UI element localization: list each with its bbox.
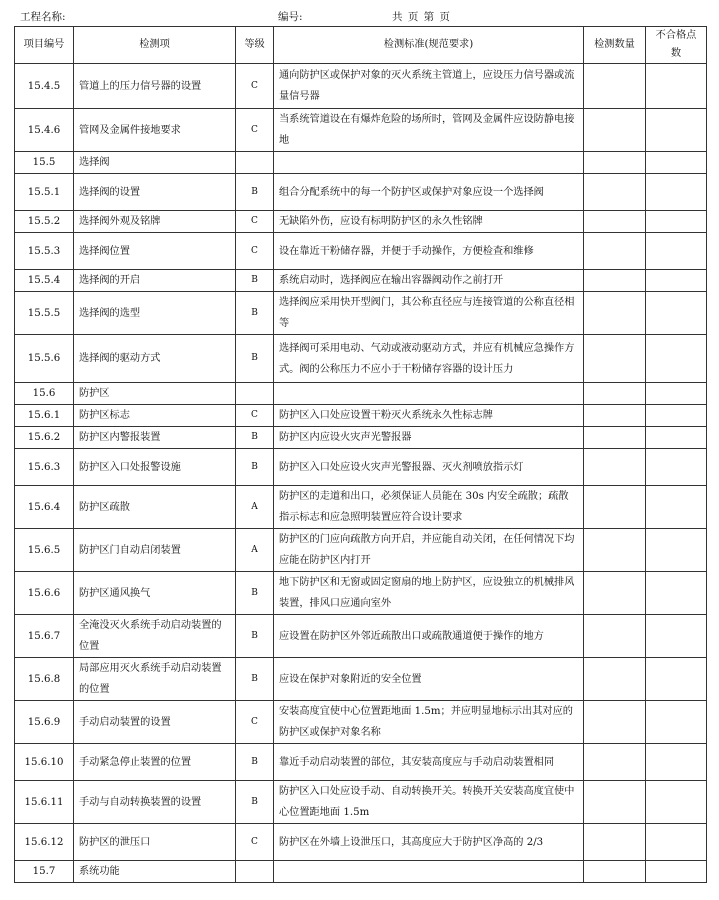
row-code-cell: 15.6.1: [15, 405, 74, 427]
column-header-standard: 检测标准(规范要求): [274, 27, 584, 64]
row-grade-cell: C: [236, 233, 274, 270]
row-fail-count-cell: [646, 270, 707, 292]
table-row: [15, 405, 707, 427]
row-grade-cell: B: [236, 449, 274, 486]
row-standard-cell: 靠近手动启动装置的部位，其安装高度应与手动启动装置相同: [274, 744, 584, 781]
table-row: [15, 152, 707, 174]
row-fail-count-cell: [646, 292, 707, 335]
table-row: [15, 615, 707, 658]
row-fail-count-cell: [646, 211, 707, 233]
row-code-cell: 15.6.3: [15, 449, 74, 486]
row-code-cell: 15.5.3: [15, 233, 74, 270]
row-item-cell: 选择阀位置: [74, 233, 236, 270]
row-quantity-cell: [584, 109, 646, 152]
table-row: [15, 292, 707, 335]
row-standard-cell: 防护区入口处应设手动、自动转换开关。转换开关安装高度宜使中心位置距地面 1.5m: [274, 781, 584, 824]
row-grade-cell: B: [236, 658, 274, 701]
form-header: [0, 0, 719, 26]
row-item-cell: 选择阀外观及铭牌: [74, 211, 236, 233]
table-header-row: [15, 27, 707, 64]
row-quantity-cell: [584, 174, 646, 211]
row-grade-cell: C: [236, 211, 274, 233]
row-code-cell: 15.6.2: [15, 427, 74, 449]
row-fail-count-cell: [646, 861, 707, 883]
table-row: [15, 529, 707, 572]
row-item-cell: 防护区门自动启闭装置: [74, 529, 236, 572]
column-header-item: 检测项: [74, 27, 236, 64]
row-fail-count-cell: [646, 824, 707, 861]
row-item-cell: 防护区: [74, 383, 236, 405]
row-standard-cell: 防护区在外墙上设泄压口，其高度应大于防护区净高的 2/3: [274, 824, 584, 861]
row-standard-cell: 应设置在防护区外邻近疏散出口或疏散通道便于操作的地方: [274, 615, 584, 658]
row-quantity-cell: [584, 233, 646, 270]
page-count-label: 共 页 第 页: [392, 11, 452, 23]
row-fail-count-cell: [646, 335, 707, 383]
row-quantity-cell: [584, 744, 646, 781]
row-standard-cell: 防护区入口处应设火灾声光警报器、灭火剂喷放指示灯: [274, 449, 584, 486]
row-fail-count-cell: [646, 449, 707, 486]
row-code-cell: 15.6.5: [15, 529, 74, 572]
row-standard-cell: 当系统管道设在有爆炸危险的场所时，管网及金属件应设防静电接地: [274, 109, 584, 152]
row-quantity-cell: [584, 824, 646, 861]
row-item-cell: 局部应用灭火系统手动启动装置的位置: [74, 658, 236, 701]
row-item-cell: 选择阀的设置: [74, 174, 236, 211]
row-grade-cell: C: [236, 64, 274, 109]
project-name-label: 工程名称:: [20, 11, 66, 23]
row-code-cell: 15.5.2: [15, 211, 74, 233]
row-fail-count-cell: [646, 486, 707, 529]
row-quantity-cell: [584, 383, 646, 405]
row-item-cell: 防护区疏散: [74, 486, 236, 529]
row-quantity-cell: [584, 427, 646, 449]
row-item-cell: 手动与自动转换装置的设置: [74, 781, 236, 824]
row-item-cell: 手动启动装置的设置: [74, 701, 236, 744]
row-item-cell: 系统功能: [74, 861, 236, 883]
row-quantity-cell: [584, 211, 646, 233]
table-row: [15, 109, 707, 152]
row-quantity-cell: [584, 658, 646, 701]
row-item-cell: 选择阀的开启: [74, 270, 236, 292]
row-quantity-cell: [584, 405, 646, 427]
table-row: [15, 335, 707, 383]
row-fail-count-cell: [646, 233, 707, 270]
row-grade-cell: C: [236, 109, 274, 152]
row-item-cell: 防护区的泄压口: [74, 824, 236, 861]
row-quantity-cell: [584, 270, 646, 292]
row-code-cell: 15.5.4: [15, 270, 74, 292]
row-code-cell: 15.5: [15, 152, 74, 174]
row-item-cell: 防护区入口处报警设施: [74, 449, 236, 486]
table-row: [15, 824, 707, 861]
table-row: [15, 744, 707, 781]
row-standard-cell: 组合分配系统中的每一个防护区或保护对象应设一个选择阀: [274, 174, 584, 211]
row-grade-cell: B: [236, 781, 274, 824]
row-fail-count-cell: [646, 744, 707, 781]
row-item-cell: 选择阀的选型: [74, 292, 236, 335]
row-standard-cell: 选择阀可采用电动、气动或液动驱动方式，并应有机械应急操作方式。阀的公称压力不应小于干粉储存容器的设计压力: [274, 335, 584, 383]
row-grade-cell: B: [236, 174, 274, 211]
table-row: [15, 383, 707, 405]
table-row: [15, 211, 707, 233]
row-grade-cell: C: [236, 824, 274, 861]
row-code-cell: 15.6.7: [15, 615, 74, 658]
row-quantity-cell: [584, 529, 646, 572]
row-fail-count-cell: [646, 109, 707, 152]
column-header-quantity: 检测数量: [584, 27, 646, 64]
row-standard-cell: 选择阀应采用快开型阀门，其公称直径应与连接管道的公称直径相等: [274, 292, 584, 335]
row-quantity-cell: [584, 292, 646, 335]
row-quantity-cell: [584, 701, 646, 744]
table-row: [15, 658, 707, 701]
table-body: [15, 64, 707, 883]
row-quantity-cell: [584, 781, 646, 824]
inspection-table: [14, 26, 707, 883]
row-standard-cell: 系统启动时，选择阀应在输出容器阀动作之前打开: [274, 270, 584, 292]
row-grade-cell: C: [236, 405, 274, 427]
row-item-cell: 手动紧急停止装置的位置: [74, 744, 236, 781]
row-standard-cell: [274, 383, 584, 405]
column-header-fail-count: 不合格点数: [646, 27, 707, 64]
row-code-cell: 15.6.8: [15, 658, 74, 701]
table-row: [15, 781, 707, 824]
row-grade-cell: [236, 861, 274, 883]
row-grade-cell: B: [236, 270, 274, 292]
row-code-cell: 15.6: [15, 383, 74, 405]
row-standard-cell: 防护区内应设火灾声光警报器: [274, 427, 584, 449]
row-grade-cell: A: [236, 486, 274, 529]
table-row: [15, 861, 707, 883]
row-standard-cell: 安装高度宜使中心位置距地面 1.5m；并应明显地标示出其对应的防护区或保护对象名称: [274, 701, 584, 744]
row-code-cell: 15.5.5: [15, 292, 74, 335]
row-item-cell: 管道上的压力信号器的设置: [74, 64, 236, 109]
row-fail-count-cell: [646, 529, 707, 572]
row-fail-count-cell: [646, 405, 707, 427]
column-header-grade: 等级: [236, 27, 274, 64]
row-code-cell: 15.7: [15, 861, 74, 883]
row-standard-cell: 设在靠近干粉储存器，并便于手动操作，方便检查和维修: [274, 233, 584, 270]
row-quantity-cell: [584, 615, 646, 658]
row-grade-cell: B: [236, 292, 274, 335]
table-row: [15, 449, 707, 486]
row-grade-cell: B: [236, 744, 274, 781]
row-quantity-cell: [584, 335, 646, 383]
row-fail-count-cell: [646, 615, 707, 658]
row-standard-cell: 地下防护区和无窗或固定窗扇的地上防护区，应设独立的机械排风装置，排风口应通向室外: [274, 572, 584, 615]
row-fail-count-cell: [646, 572, 707, 615]
row-standard-cell: 防护区的走道和出口，必须保证人员能在 30s 内安全疏散；疏散指示标志和应急照明装置应符合设计要求: [274, 486, 584, 529]
row-standard-cell: [274, 152, 584, 174]
row-standard-cell: 防护区的门应向疏散方向开启，并应能自动关闭，在任何情况下均应能在防护区内打开: [274, 529, 584, 572]
row-quantity-cell: [584, 861, 646, 883]
row-code-cell: 15.6.4: [15, 486, 74, 529]
row-quantity-cell: [584, 152, 646, 174]
row-standard-cell: 无缺陷外伤，应设有标明防护区的永久性铭牌: [274, 211, 584, 233]
row-grade-cell: [236, 152, 274, 174]
row-fail-count-cell: [646, 781, 707, 824]
row-code-cell: 15.6.9: [15, 701, 74, 744]
row-code-cell: 15.6.11: [15, 781, 74, 824]
row-fail-count-cell: [646, 64, 707, 109]
row-code-cell: 15.6.12: [15, 824, 74, 861]
row-grade-cell: B: [236, 615, 274, 658]
row-item-cell: 防护区通风换气: [74, 572, 236, 615]
column-header-code: 项目编号: [15, 27, 74, 64]
row-item-cell: 选择阀的驱动方式: [74, 335, 236, 383]
row-item-cell: 全淹没灭火系统手动启动装置的位置: [74, 615, 236, 658]
table-row: [15, 572, 707, 615]
row-fail-count-cell: [646, 701, 707, 744]
row-grade-cell: B: [236, 572, 274, 615]
row-code-cell: 15.4.6: [15, 109, 74, 152]
row-item-cell: 选择阀: [74, 152, 236, 174]
row-fail-count-cell: [646, 658, 707, 701]
row-standard-cell: [274, 861, 584, 883]
row-grade-cell: A: [236, 529, 274, 572]
row-standard-cell: 防护区入口处应设置干粉灭火系统永久性标志牌: [274, 405, 584, 427]
row-grade-cell: [236, 383, 274, 405]
row-quantity-cell: [584, 572, 646, 615]
table-row: [15, 64, 707, 109]
table-row: [15, 233, 707, 270]
row-fail-count-cell: [646, 383, 707, 405]
row-item-cell: 管网及金属件接地要求: [74, 109, 236, 152]
row-code-cell: 15.5.1: [15, 174, 74, 211]
table-row: [15, 427, 707, 449]
row-fail-count-cell: [646, 427, 707, 449]
table-row: [15, 701, 707, 744]
code-label: 编号:: [278, 11, 303, 23]
row-grade-cell: B: [236, 427, 274, 449]
row-fail-count-cell: [646, 152, 707, 174]
table-row: [15, 486, 707, 529]
row-standard-cell: 应设在保护对象附近的安全位置: [274, 658, 584, 701]
row-item-cell: 防护区标志: [74, 405, 236, 427]
row-grade-cell: B: [236, 335, 274, 383]
row-fail-count-cell: [646, 174, 707, 211]
row-quantity-cell: [584, 486, 646, 529]
row-quantity-cell: [584, 449, 646, 486]
row-code-cell: 15.6.10: [15, 744, 74, 781]
row-quantity-cell: [584, 64, 646, 109]
table-row: [15, 270, 707, 292]
row-item-cell: 防护区内警报装置: [74, 427, 236, 449]
row-standard-cell: 通向防护区或保护对象的灭火系统主管道上，应设压力信号器或流量信号器: [274, 64, 584, 109]
table-row: [15, 174, 707, 211]
row-code-cell: 15.4.5: [15, 64, 74, 109]
row-code-cell: 15.6.6: [15, 572, 74, 615]
row-grade-cell: C: [236, 701, 274, 744]
row-code-cell: 15.5.6: [15, 335, 74, 383]
